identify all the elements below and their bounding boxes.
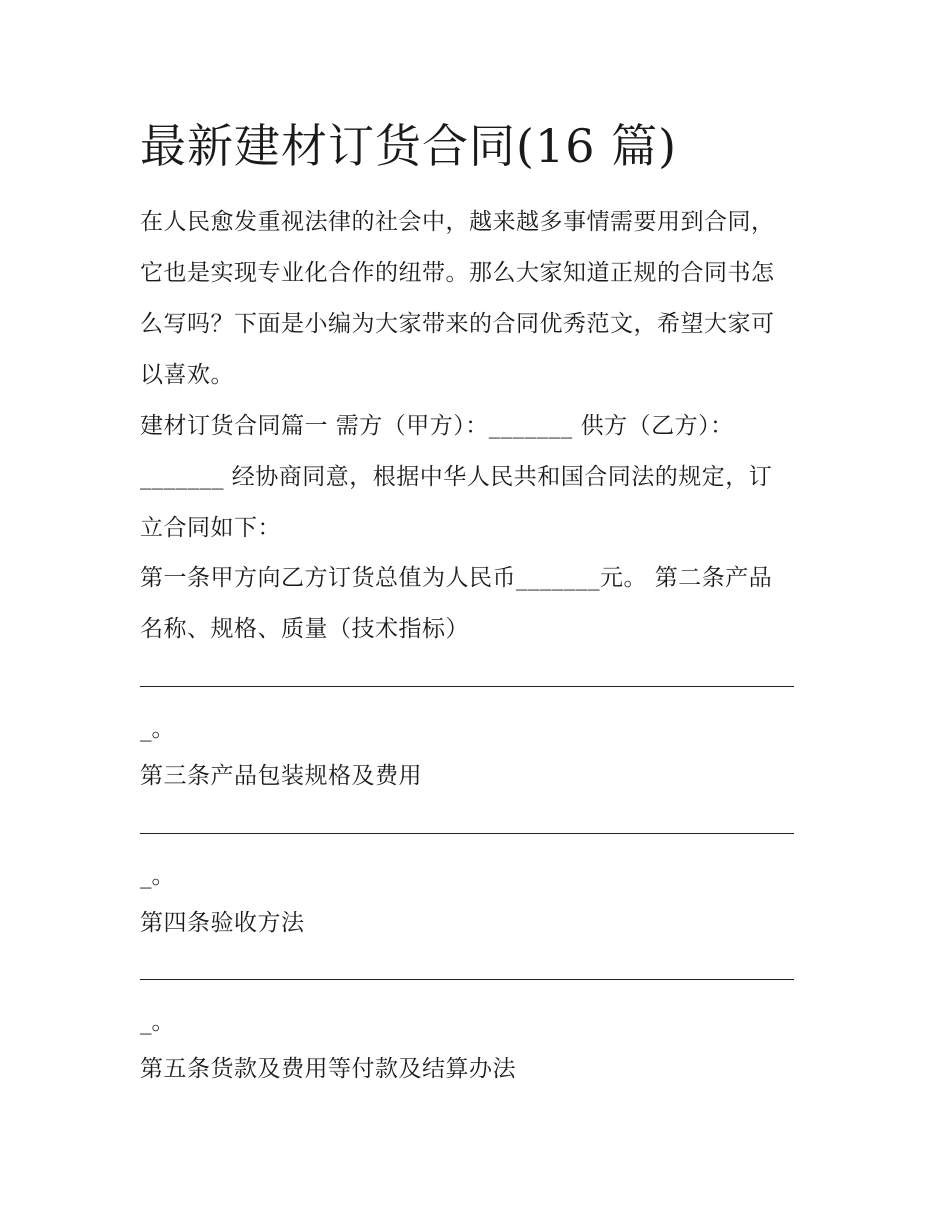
paragraph-line: 以喜欢。 xyxy=(140,362,234,388)
clause-heading: 第四条验收方法 xyxy=(140,910,305,936)
document-title: 最新建材订货合同(16 篇) xyxy=(140,119,678,173)
paragraph-line: 它也是实现专业化合作的纽带。那么大家知道正规的合同书怎 xyxy=(140,260,775,286)
paragraph-line: 么写吗？下面是小编为大家带来的合同优秀范文，希望大家可 xyxy=(140,311,775,337)
fill-in-blank-line xyxy=(140,686,794,687)
paragraph-line: _______ 经协商同意，根据中华人民共和国合同法的规定，订 xyxy=(140,464,773,490)
blank-line-end-mark: _。 xyxy=(140,716,175,742)
paragraph-line: 建材订货合同篇一 需方（甲方）：_______ 供方（乙方）： xyxy=(140,413,734,439)
fill-in-blank-line xyxy=(140,979,794,980)
paragraph-line: 名称、规格、质量（技术指标） xyxy=(140,616,469,642)
paragraph-line: 第一条甲方向乙方订货总值为人民币_______元。 第二条产品 xyxy=(140,565,773,591)
paragraph-line: 立合同如下： xyxy=(140,515,281,541)
fill-in-blank-line xyxy=(140,833,794,834)
clause-heading: 第五条货款及费用等付款及结算办法 xyxy=(140,1056,516,1082)
clause-heading: 第三条产品包装规格及费用 xyxy=(140,763,422,789)
blank-line-end-mark: _。 xyxy=(140,863,175,889)
paragraph-line: 在人民愈发重视法律的社会中，越来越多事情需要用到合同， xyxy=(140,209,775,235)
blank-line-end-mark: _。 xyxy=(140,1009,175,1035)
